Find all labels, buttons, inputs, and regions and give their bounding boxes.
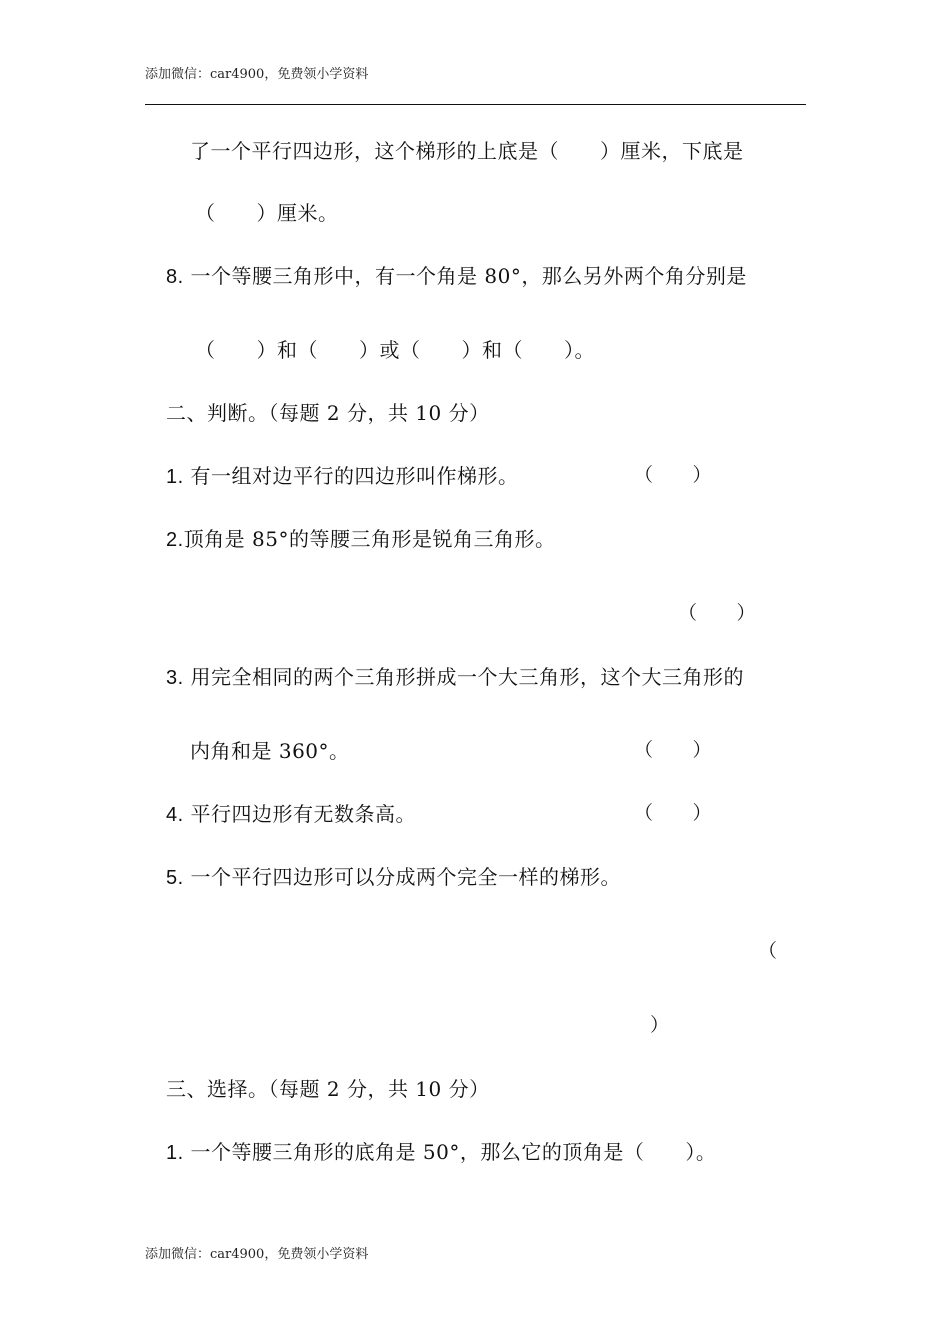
q7-line2: （ ）厘米。 — [195, 201, 339, 225]
q8-text: 一个等腰三角形中，有一个角是 80°，那么另外两个角分别是 — [183, 264, 747, 288]
page-header: 添加微信：car4900，免费领小学资料 — [145, 67, 369, 82]
judge-item-1-text: 有一组对边平行的四边形叫作梯形。 — [183, 464, 519, 488]
judge-item-3-answer: （ ） — [634, 739, 713, 761]
judge-item-4 — [166, 804, 416, 825]
judge-item-1-number: 1. — [166, 466, 184, 488]
choice-item-1 — [166, 1142, 716, 1163]
judge-item-5-answer-close: ） — [650, 1014, 670, 1036]
section-three-title: 三、选择。（每题 2 分，共 10 分） — [166, 1077, 490, 1101]
judge-item-2-text: 顶角是 85°的等腰三角形是锐角三角形。 — [183, 527, 556, 551]
judge-item-4-text: 平行四边形有无数条高。 — [183, 802, 417, 826]
judge-item-1 — [166, 466, 519, 487]
choice-item-1-text: 一个等腰三角形的底角是 50°，那么它的顶角是（ ）。 — [183, 1140, 717, 1164]
judge-item-3 — [166, 667, 744, 688]
page-footer: 添加微信：car4900，免费领小学资料 — [145, 1247, 369, 1262]
q8-line1 — [166, 266, 747, 287]
judge-item-5-number: 5. — [166, 867, 184, 889]
q8-number: 8. — [166, 266, 184, 288]
q8-line2: （ ）和（ ）或（ ）和（ ）。 — [195, 338, 595, 362]
judge-item-1-answer: （ ） — [634, 464, 713, 486]
judge-item-2-answer: （ ） — [678, 602, 757, 624]
judge-item-5 — [166, 867, 621, 888]
judge-item-5-text: 一个平行四边形可以分成两个完全一样的梯形。 — [183, 865, 622, 889]
judge-item-2-number: 2. — [166, 529, 184, 551]
judge-item-2 — [166, 529, 556, 550]
judge-item-5-answer-open: （ — [758, 940, 778, 962]
judge-item-3-number: 3. — [166, 667, 184, 689]
judge-item-3-text2: 内角和是 360°。 — [190, 739, 350, 763]
judge-item-4-answer: （ ） — [634, 802, 713, 824]
choice-item-1-number: 1. — [166, 1142, 184, 1164]
judge-item-4-number: 4. — [166, 804, 184, 826]
q7-line1: 了一个平行四边形，这个梯形的上底是（ ）厘米，下底是 — [190, 139, 744, 163]
section-two-title: 二、判断。（每题 2 分，共 10 分） — [166, 401, 490, 425]
header-divider — [145, 104, 806, 105]
judge-item-3-text: 用完全相同的两个三角形拼成一个大三角形，这个大三角形的 — [183, 665, 745, 689]
